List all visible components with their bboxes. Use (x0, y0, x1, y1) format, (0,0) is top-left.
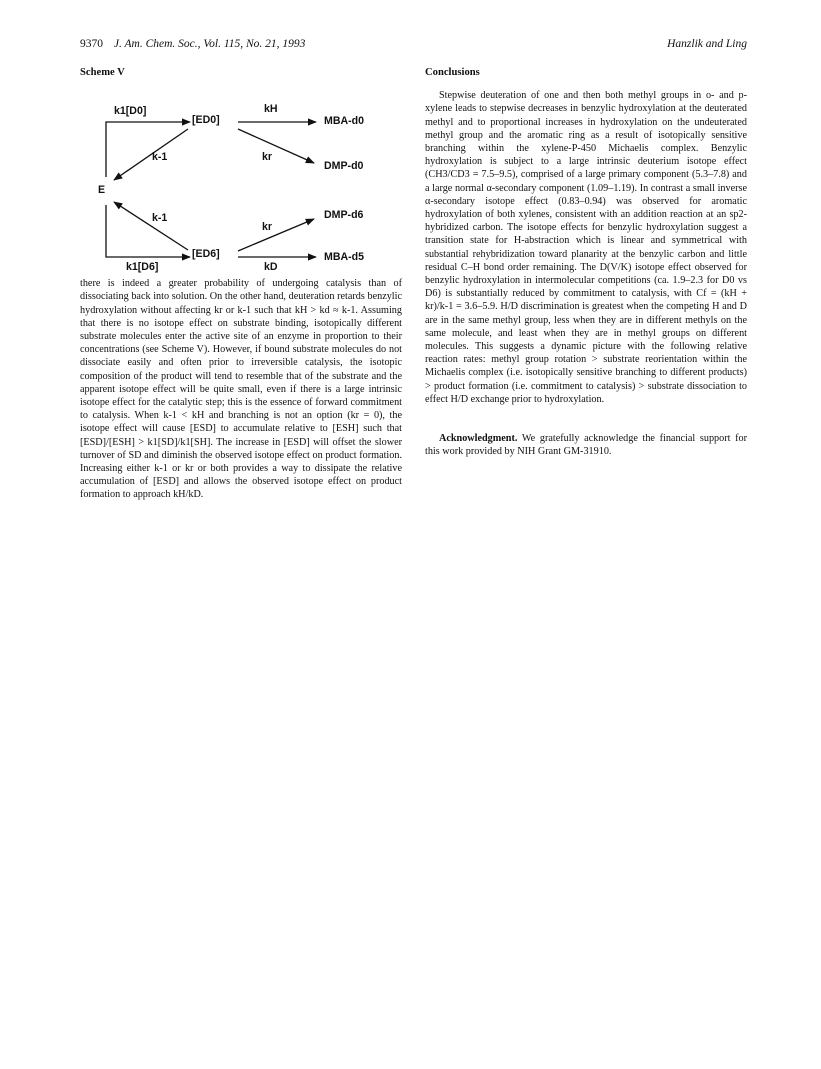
left-body (80, 277, 402, 501)
conclusions-heading: Conclusions (425, 67, 480, 78)
right-body (425, 89, 747, 406)
acknowledgment-label: Acknowledgment. (439, 433, 518, 445)
label-kr-top: kr (262, 151, 273, 164)
running-authors: Hanzlik and Ling (667, 38, 747, 50)
scheme-title: Scheme V (80, 67, 125, 78)
label-k1-d0: k1[D0] (114, 105, 147, 118)
label-kd: kD (264, 261, 278, 274)
kr-arrow-d0 (238, 129, 314, 163)
scheme-diagram (80, 85, 402, 273)
label-k1-d6: k1[D6] (126, 261, 159, 274)
binding-path-d6 (106, 205, 190, 257)
right-column (425, 66, 747, 458)
label-mba-d5: MBA-d5 (324, 251, 365, 264)
label-k-minus1-top: k-1 (152, 151, 168, 164)
acknowledgment (425, 432, 747, 458)
commitment-paragraph: there is indeed a greater probability of undergoing catalysis than of dissociating back into solution. On the other hand, deuteration retards benzylic hydroxylation without affecting kr or k-1 such that kH > kd ≈ k-1. Assuming that there is no isotope effect on substrate binding, isotopically different substrate molecules enter the active site of an enzyme in proportion to their concentrations (see Scheme V). However, if bound substrate molecules do not dissociate easily and often prior to irreversible catalysis, the isotopic composition of the product will tend to resemble that of the substrate and the apparent isotope effect will be quite small, even if there is a large intrinsic isotope effect for the catalytic step; this is the essence of forward commitment to catalysis. When k-1 < kH and branching is not an option (kr = 0), the isotope effect will cause [ESD] to accumulate relative to [ESH] such that [ESD]/[ESH] > k1[SD]/k1[SH]. The increase in [ESD] will offset the slower turnover of SD and diminish the observed isotope effect on product formation. Increasing either k-1 or kr or both provides a way to dissipate the relative accumulation of [ESD] and allows the observed isotope effect on product formation to approach kH/kD. (80, 278, 402, 501)
label-dmp-d6: DMP-d6 (324, 209, 364, 222)
acknowledgment-text: We gratefully acknowledge the financial support for this work provided by NIH Grant GM-31910. (425, 433, 747, 458)
kr-arrow-d6 (238, 219, 314, 251)
page-header (80, 38, 747, 50)
left-column (80, 66, 402, 502)
journal-citation: J. Am. Chem. Soc., Vol. 115, No. 21, 1993 (113, 38, 306, 50)
label-kh: kH (264, 103, 278, 116)
label-k-minus1-bottom: k-1 (152, 212, 168, 225)
label-ed0: [ED0] (192, 114, 220, 127)
label-kr-bottom: kr (262, 221, 273, 234)
dissociation-arrow-d0 (114, 129, 188, 180)
page-number: 9370 (80, 38, 103, 50)
label-ed6: [ED6] (192, 248, 220, 261)
dissociation-arrow-d6 (114, 202, 188, 250)
label-mba-d0: MBA-d0 (324, 115, 365, 128)
binding-path-d0 (106, 122, 190, 177)
conclusions-paragraph: Stepwise deuteration of one and then both methyl groups in o- and p-xylene leads to stepwise decreases in benzylic hydroxylation at the deuterated methyl and to proportional increases in hydroxylation on the undeuterated methyl group and the aromatic ring as a result of isotopically sensitive branching within the xylene-P-450 Michaelis complex. Benzylic hydroxylation is subject to a large intrinsic deuterium isotope effect (CH3/CD3 = 7.5–9.5), comprised of a large primary component (5.3–7.8) and a large normal α-secondary component (1.09–1.19). In contrast a small inverse α-secondary isotope effect (0.83–0.94) was observed for aromatic hydroxylation of both xylenes, consistent with an addition reaction at an sp2-hybridized carbon. The isotope effects for benzylic hydroxylation suggest a transition state for H-abstraction which is linear and symmetrical with substantial rehybridization toward planarity at the benzylic carbon and little residual C–H bond order remaining. The D(V/K) isotope effect observed for benzylic hydroxylation in intermolecular competitions (ca. 1.9–2.3 for D0 vs D6) is substantially reduced by commitment to catalysis, with Cf = (kH + kr)/k-1 = 3.6–5.9. H/D discrimination is greatest when the competing H and D are in the same methyl group, less when they are in different methyls on the same molecule, and least when they are in methyl groups on different molecules. This suggests a dynamic picture with the following relative reaction rates: methyl group rotation > substrate reorientation within the Michaelis complex (i.e. isotopically sensitive branching to different products) > product formation (i.e. commitment to catalysis) > substrate dissociation to effect H/D exchange prior to hydroxylation. (425, 90, 747, 405)
label-dmp-d0: DMP-d0 (324, 160, 364, 173)
label-e: E (98, 184, 106, 197)
header-left (80, 38, 305, 50)
